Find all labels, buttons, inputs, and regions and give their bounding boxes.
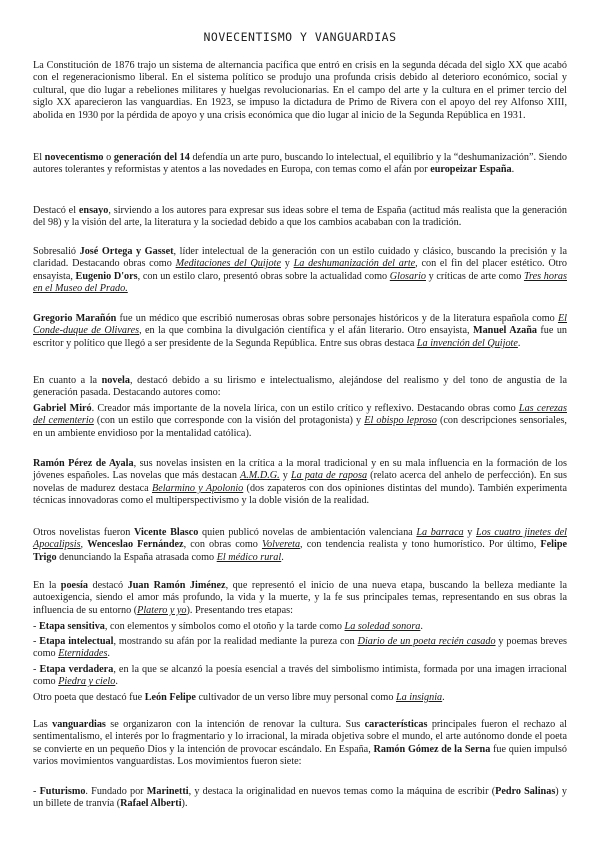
paragraph-otros-novelistas: Otros novelistas fueron Vicente Blasco quien publicó novelas de ambientación valenciana La barraca y Los cuatro jinetes del Apocalipsis, Wenceslao Fernández, con obras como Volvereta, con tendencia realista y tono humorístico. Por último, Felipe Trigo denunciando la España atrasada como El médico rural. [33,527,568,563]
paragraph-novecentismo: El novecentismo o generación del 14 defendía un arte puro, buscando lo intelectual, el equilibrio y la “deshumanización”. Siendo autores tolerantes y reformistas y atentos a las novedades en Europa, con temas como el afán por europeizar España. [33,152,567,176]
work-link[interactable]: Eternidades [58,648,108,660]
work-link[interactable]: El médico rural [216,551,282,563]
work-link[interactable]: Glosario [389,270,426,282]
work-link[interactable]: A.M.D.G. [240,470,280,482]
work-link[interactable]: La invención del Quijote [416,337,518,349]
paragraph-poesia: En la poesía destacó Juan Ramón Jiménez, que representó el inicio de una nueva etapa, buscando la belleza mediante la autoexigencia, siendo el amor más profundo, la vida y la muerte, y la fe sus principales temas, representando en sus obras la influencia de su entorno (Platero y yo). Presentando tres etapas: [33,580,568,616]
work-link[interactable]: Diario de un poeta recién casado [357,636,496,647]
paragraph-ortega: Sobresalió José Ortega y Gasset, líder intelectual de la generación con un estilo cuidado y clásico, buscando la precisión y la claridad. Destacando obras como Meditaciones del Quijote y La deshumanización del arte, con el fin del placer estético. Otro ensayista, Eugenio D'ors, con un estilo claro, presentó obras sobre la actualidad como Glosario y críticas de arte como Tres horas en el Museo del Prado. [33,246,568,295]
paragraph-context: La Constitución de 1876 trajo un sistema de alternancia pacífica que entró en crisis en la segunda década del siglo XX que acabó con el regeneracionismo liberal. En el sistema político se produjo una profunda crisis debido al deterioro económico, social y cultural, que dio lugar a rebeliones militares y huelgas revolucionarias. En el campo del arte y la cultura en el primer tercio del siglo XX aparecieron las vanguardias. En 1923, se impuso la dictadura de Primo de Rivera con el apoyo del rey Alfonso XIII, abolida en 1930 por la pérdida de apoyo y una crisis económica que dio lugar al inicio de la Segunda República en 1931. [33,60,567,121]
work-link[interactable]: La pata de raposa [290,470,368,482]
paragraph-leon-felipe: Otro poeta que destacó fue León Felipe cultivador de un verso libre muy personal como La insignia. [33,692,445,703]
paragraph-maranon: Gregorio Marañón fue un médico que escribió numerosas obras sobre personajes históricos y de la literatura española como El Conde-duque de Olivares, en la que combina la divulgación científica y el afán literario. Otro ensayista, Manuel Azaña fue un escritor y político que llegó a ser presidente de la Segunda República. Entre sus obras destaca La invención del Quijote. [33,313,568,349]
list-item-etapa-intelectual: - Etapa intelectual, mostrando su afán por la realidad mediante la pureza con Diario de un poeta recién casado y poemas breves como Eternidades. [33,636,567,660]
document-title: NOVECENTISMO Y VANGUARDIAS [203,30,397,44]
work-link[interactable]: La soledad sonora [344,621,421,632]
list-item-etapa-verdadera: - Etapa verdadera, en la que se alcanzó la poesía esencial a través del simbolismo intimista, formada por una imagen irracional como Piedra y cielo. [33,664,567,688]
work-link[interactable]: Platero y yo [137,604,187,616]
work-link[interactable]: Meditaciones del Quijote [175,258,281,270]
paragraph-vanguardias: Las vanguardias se organizaron con la intención de renovar la cultura. Sus características principales fueron el rechazo al sentimentalismo, el interés por lo fragmentario y lo irracional, la mirada objetiva sobre el mundo, el arte autónomo donde el poeta se convierte en un pequeño Dios y la intención de provocar escándalo. En España, Ramón Gómez de la Serna fue quien impulsó varios movimientos vanguardistas. Los movimientos fueron siete: [33,719,567,768]
work-link[interactable]: El Conde-duque de Olivares [33,313,568,337]
work-link[interactable]: Tres horas en el Museo del Prado. [33,270,567,295]
work-link[interactable]: Los cuatro jinetes del Apocalipsis [33,527,568,551]
work-link[interactable]: Volvereta [261,539,301,551]
work-link[interactable]: Belarmino y Apolonio [151,482,244,494]
paragraph-perez-de-ayala: Ramón Pérez de Ayala, sus novelas insisten en la crítica a la moral tradicional y en su mala influencia en la formación de los jóvenes españoles. Las novelas que más destacan A.M.D.G. y La pata de raposa (relato acerca del anhelo de perfección). En sus novelas de madurez destaca Belarmino y Apolonio (dos zapateros con dos opiniones distintas del mundo). También experimenta técnicas innovadoras como el multiperspectivismo y la doble visión de la realidad. [33,458,568,507]
list-item-futurismo: - Futurismo. Fundado por Marinetti, y destaca la originalidad en nuevos temas como la máquina de escribir (Pedro Salinas) y un billete de tranvía (Rafael Alberti). [33,786,567,810]
work-link[interactable]: La deshumanización del arte [293,258,416,270]
work-link[interactable]: Las cerezas del cementerio [33,403,567,427]
work-link[interactable]: La barraca [416,527,464,538]
work-link[interactable]: La insignia [395,692,443,703]
paragraph-miro: Gabriel Miró. Creador más importante de la novela lírica, con un estilo crítico y reflexivo. Destacando obras como Las cerezas del cementerio (con un estilo que corresponde con la visión del protagonista) y El obispo leproso (con descripciones sensoriales, en un ambiente envidioso por la mentalidad católica). [33,403,567,439]
paragraph-novela: En cuanto a la novela, destacó debido a su lirismo e intelectualismo, alejándose del realismo y del tono de angustia de la generación pasada. Destacando autores como: [33,375,567,399]
work-link[interactable]: El obispo leproso [364,415,437,427]
paragraph-ensayo: Destacó el ensayo, sirviendo a los autores para expresar sus ideas sobre el tema de España (actitud más realista que la generación del 98) y la visión del arte, la literatura y la sociedad debido a que los cambios acababan con la tradición. [33,205,567,229]
work-link[interactable]: Piedra y cielo [58,676,116,688]
list-item-etapa-sensitiva: - Etapa sensitiva, con elementos y símbolos como el otoño y la tarde como La soledad sonora. [33,621,423,632]
